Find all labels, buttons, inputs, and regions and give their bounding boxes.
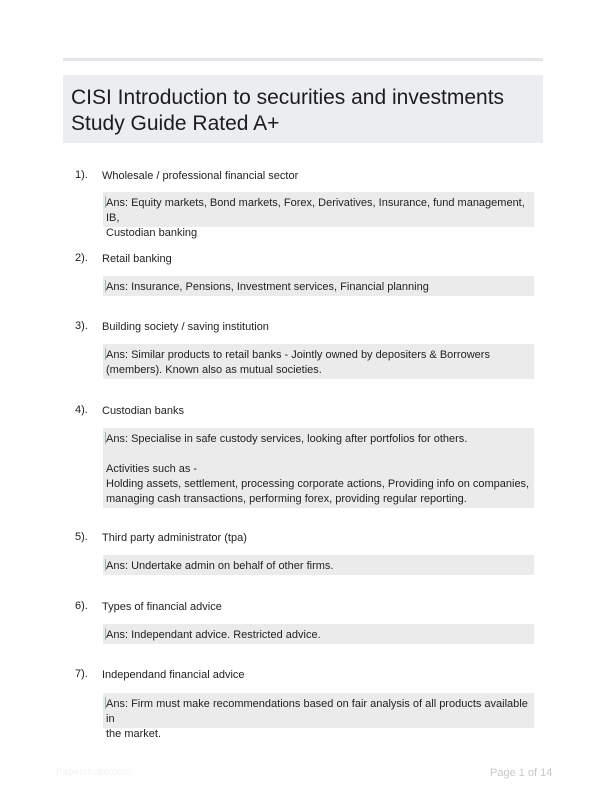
answer-marker xyxy=(105,628,106,640)
question-number: 2). xyxy=(75,252,88,264)
question-text: Types of financial advice xyxy=(102,601,222,613)
answer-marker xyxy=(105,432,106,444)
answer-box xyxy=(103,693,534,740)
question-number: 1). xyxy=(75,169,88,181)
question-text: Independand financial advice xyxy=(102,669,245,681)
page-title: CISI Introduction to securities and investments Study Guide Rated A+ xyxy=(71,86,505,135)
question-text: Building society / saving institution xyxy=(102,321,269,333)
footer-watermark: Paperstudio.com xyxy=(56,767,132,778)
question-number: 5). xyxy=(75,531,88,543)
answer-text: Ans: Firm must make recommendations based on fair analysis of all products available in the market. xyxy=(106,698,528,740)
question-number: 6). xyxy=(75,600,88,612)
answer-box xyxy=(103,276,534,296)
question-text: Retail banking xyxy=(102,253,172,265)
answer-box xyxy=(103,344,534,379)
question-number: 7). xyxy=(75,668,88,680)
question-text: Custodian banks xyxy=(102,405,184,417)
answer-marker xyxy=(105,348,106,360)
answer-box xyxy=(103,555,534,575)
answer-text: Ans: Insurance, Pensions, Investment services, Financial planning xyxy=(106,281,429,293)
title-banner xyxy=(63,75,543,143)
answer-text: Ans: Undertake admin on behalf of other firms. xyxy=(106,560,334,572)
answer-text: Ans: Independant advice. Restricted advice. xyxy=(106,629,321,641)
answer-marker xyxy=(105,280,106,292)
question-text: Third party administrator (tpa) xyxy=(102,532,247,544)
question-number: 4). xyxy=(75,404,88,416)
top-divider xyxy=(63,58,543,61)
question-number: 3). xyxy=(75,320,88,332)
answer-marker xyxy=(105,196,106,208)
page-indicator: Page 1 of 14 xyxy=(490,767,553,779)
answer-box xyxy=(103,428,534,508)
answer-text: Ans: Similar products to retail banks - Jointly owned by depositers & Borrowers (members). Known also as mutual societies. xyxy=(106,349,490,376)
answer-marker xyxy=(105,697,106,709)
question-text: Wholesale / professional financial sector xyxy=(102,170,299,182)
answer-text: Ans: Specialise in safe custody services, looking after portfolios for others. Activities such as - Holding assets, settlement, processing corporate actions, Providing info on companies, managing cash transactions, performing forex, providing regular reporting. xyxy=(106,433,530,505)
answer-box xyxy=(103,192,534,239)
answer-marker xyxy=(105,559,106,571)
answer-box xyxy=(103,624,534,644)
answer-text: Ans: Equity markets, Bond markets, Forex, Derivatives, Insurance, fund management, IB, Custodian banking xyxy=(106,197,525,239)
